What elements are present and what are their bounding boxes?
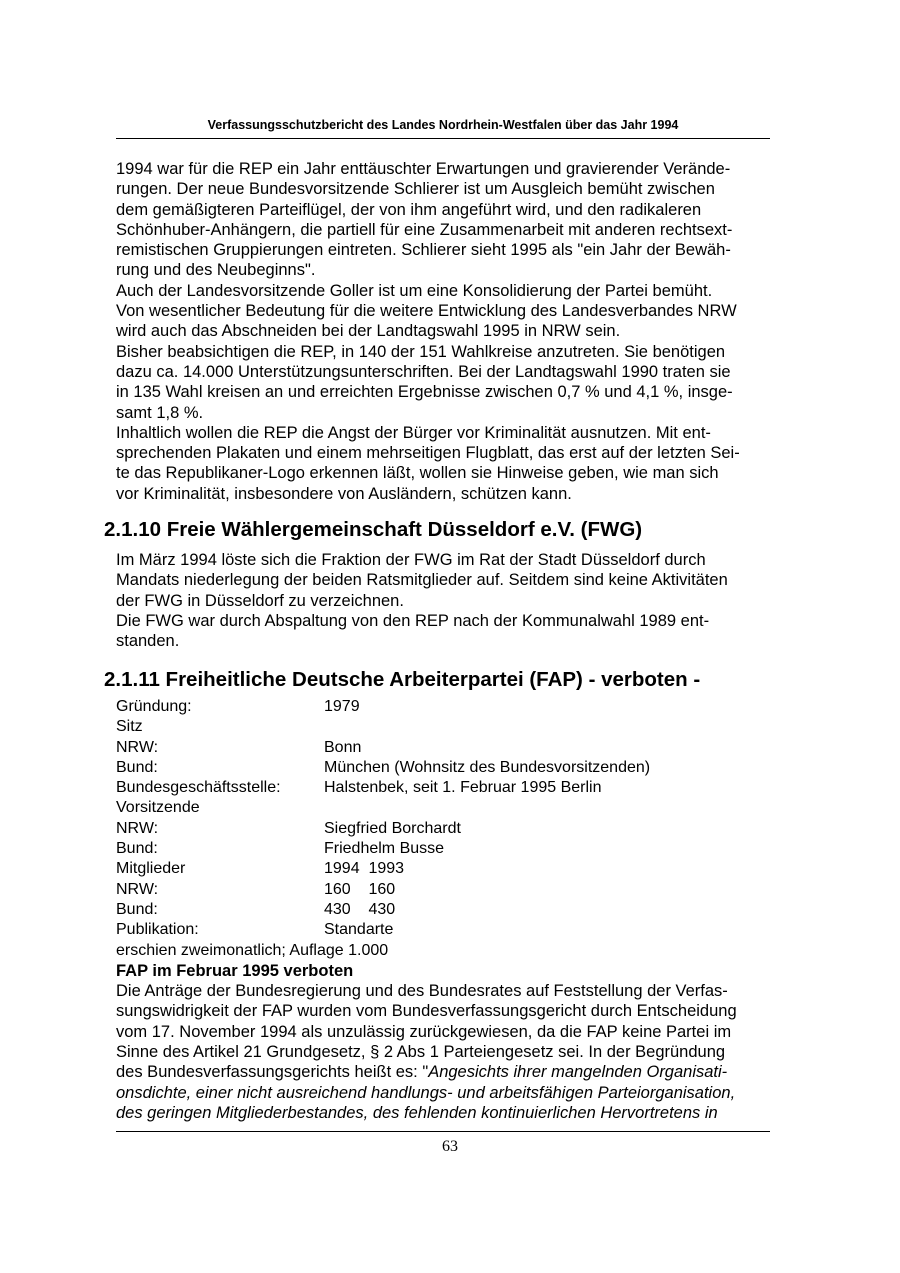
fact-value: Halstenbek, seit 1. Februar 1995 Berlin bbox=[324, 779, 602, 797]
text-line: vom 17. November 1994 als unzulässig zurückgewiesen, da die FAP keine Partei im bbox=[116, 1022, 732, 1041]
text-line: sprechenden Plakaten und einem mehrseitigen Flugblatt, das erst auf der letzten Sei- bbox=[116, 444, 740, 463]
fact-row bbox=[116, 798, 770, 818]
text-line: rung und des Neubeginns". bbox=[116, 261, 316, 280]
fact-row bbox=[116, 859, 770, 879]
quote-line: des geringen Mitgliederbestandes, des fehlenden kontinuierlichen Hervortretens in bbox=[116, 1103, 718, 1122]
footer-rule bbox=[116, 1131, 770, 1132]
fact-row bbox=[116, 758, 770, 778]
section-heading-fwg: 2.1.10 Freie Wählergemeinschaft Düsseldorf e.V. (FWG) bbox=[104, 518, 643, 541]
fact-label: NRW: bbox=[116, 738, 159, 756]
fact-value: Friedhelm Busse bbox=[324, 840, 445, 858]
fact-label: Sitz bbox=[116, 718, 143, 736]
text-line: Die Anträge der Bundesregierung und des Bundesrates auf Feststellung der Verfas- bbox=[116, 982, 728, 1001]
text-line: Inhaltlich wollen die REP die Angst der Bürger vor Kriminalität ausnutzen. Mit ent- bbox=[116, 423, 711, 442]
text-line: sungswidrigkeit der FAP wurden vom Bundesverfassungsgericht durch Entscheidung bbox=[116, 1002, 737, 1021]
text-line: remistischen Gruppierungen eintreten. Schlierer sieht 1995 als "ein Jahr der Bewäh- bbox=[116, 241, 731, 260]
text-line: Die FWG war durch Abspaltung von den REP nach der Kommunalwahl 1989 ent- bbox=[116, 611, 710, 630]
text-fragment: des Bundesverfassungsgerichts heißt es: " bbox=[116, 1063, 429, 1082]
text-line: samt 1,8 %. bbox=[116, 403, 204, 422]
fwg-text bbox=[116, 550, 770, 651]
text-line: standen. bbox=[116, 632, 180, 651]
fact-row bbox=[116, 778, 770, 798]
page-number: 63 bbox=[442, 1138, 458, 1155]
fact-value: Siegfried Borchardt bbox=[324, 819, 461, 837]
fact-row bbox=[116, 900, 770, 920]
text-line: der FWG in Düsseldorf zu verzeichnen. bbox=[116, 591, 404, 610]
text-line: Schönhuber-Anhängern, die partiell für eine Zusammenarbeit mit anderen rechtsext- bbox=[116, 220, 733, 239]
subheading-verbot: FAP im Februar 1995 verboten bbox=[116, 961, 354, 980]
fact-value: Standarte bbox=[324, 921, 394, 939]
text-line: dem gemäßigteren Parteiflügel, der von ihm angeführt wird, und den radikaleren bbox=[116, 200, 702, 219]
fact-row bbox=[116, 819, 770, 839]
fact-row bbox=[116, 920, 770, 940]
text-line: Von wesentlicher Bedeutung für die weitere Entwicklung des Landesverbandes NRW bbox=[116, 302, 737, 321]
text-line: vor Kriminalität, insbesondere von Ausländern, schützen kann. bbox=[116, 484, 572, 503]
fact-label: NRW: bbox=[116, 880, 159, 898]
text-line: in 135 Wahl kreisen an und erreichten Ergebnisse zwischen 0,7 % und 4,1 %, insge- bbox=[116, 383, 733, 402]
fact-label: Bund: bbox=[116, 900, 158, 918]
intro-text bbox=[116, 159, 770, 504]
fact-label: Bund: bbox=[116, 758, 158, 776]
section-heading-fap: 2.1.11 Freiheitliche Deutsche Arbeiterpartei (FAP) - verboten - bbox=[104, 668, 701, 691]
text-line: rungen. Der neue Bundesvorsitzende Schlierer ist um Ausgleich bemüht zwischen bbox=[116, 180, 715, 199]
fact-row bbox=[116, 941, 770, 961]
fact-row bbox=[116, 738, 770, 758]
fact-value: München (Wohnsitz des Bundesvorsitzenden) bbox=[324, 758, 651, 776]
page-header: Verfassungsschutzbericht des Landes Nordrhein-Westfalen über das Jahr 1994 bbox=[207, 118, 679, 132]
fact-label: Vorsitzende bbox=[116, 799, 200, 817]
text-line: dazu ca. 14.000 Unterstützungsunterschriften. Bei der Landtagswahl 1990 traten sie bbox=[116, 362, 731, 381]
fact-value: 160 160 bbox=[324, 880, 396, 898]
fact-label: erschien zweimonatlich; Auflage 1.000 bbox=[116, 941, 389, 959]
text-line: Auch der Landesvorsitzende Goller ist um eine Konsolidierung der Partei bemüht. bbox=[116, 281, 713, 300]
fact-row bbox=[116, 717, 770, 737]
fact-row bbox=[116, 697, 770, 717]
fact-label: Bundesgeschäftsstelle: bbox=[116, 779, 281, 797]
header-rule bbox=[116, 138, 770, 139]
quote-line: onsdichte, einer nicht ausreichend handlungs- und arbeitsfähigen Parteiorganisation, bbox=[116, 1083, 736, 1102]
text-line: Sinne des Artikel 21 Grundgesetz, § 2 Abs 1 Parteiengesetz sei. In der Begründung bbox=[116, 1043, 726, 1062]
fact-value: Bonn bbox=[324, 738, 362, 756]
text-line: te das Republikaner-Logo erkennen läßt, wollen sie Hinweise geben, wie man sich bbox=[116, 464, 719, 483]
fact-row bbox=[116, 839, 770, 859]
fact-value: 430 430 bbox=[324, 900, 396, 918]
fact-label: Mitglieder bbox=[116, 860, 186, 878]
fact-label: Publikation: bbox=[116, 921, 199, 939]
text-line: Mandats niederlegung der beiden Ratsmitglieder auf. Seitdem sind keine Aktivitäten bbox=[116, 571, 728, 590]
text-line: Bisher beabsichtigen die REP, in 140 der 151 Wahlkreise anzutreten. Sie benötigen bbox=[116, 342, 726, 361]
fap-facts-table bbox=[116, 697, 770, 1123]
fact-label: Bund: bbox=[116, 840, 158, 858]
fact-value: 1994 1993 bbox=[324, 860, 405, 878]
fact-value: 1979 bbox=[324, 698, 360, 715]
quote-fragment: Angesichts ihrer mangelnden Organisati- bbox=[428, 1063, 728, 1082]
text-line: wird auch das Abschneiden bei der Landtagswahl 1995 in NRW sein. bbox=[116, 322, 621, 341]
text-line bbox=[116, 1062, 770, 1082]
fact-label: Gründung: bbox=[116, 698, 192, 715]
fact-label: NRW: bbox=[116, 819, 159, 837]
text-line: Im März 1994 löste sich die Fraktion der FWG im Rat der Stadt Düsseldorf durch bbox=[116, 551, 706, 569]
fact-row bbox=[116, 880, 770, 900]
text-line: 1994 war für die REP ein Jahr enttäuschter Erwartungen und gravierender Verände- bbox=[116, 160, 731, 178]
